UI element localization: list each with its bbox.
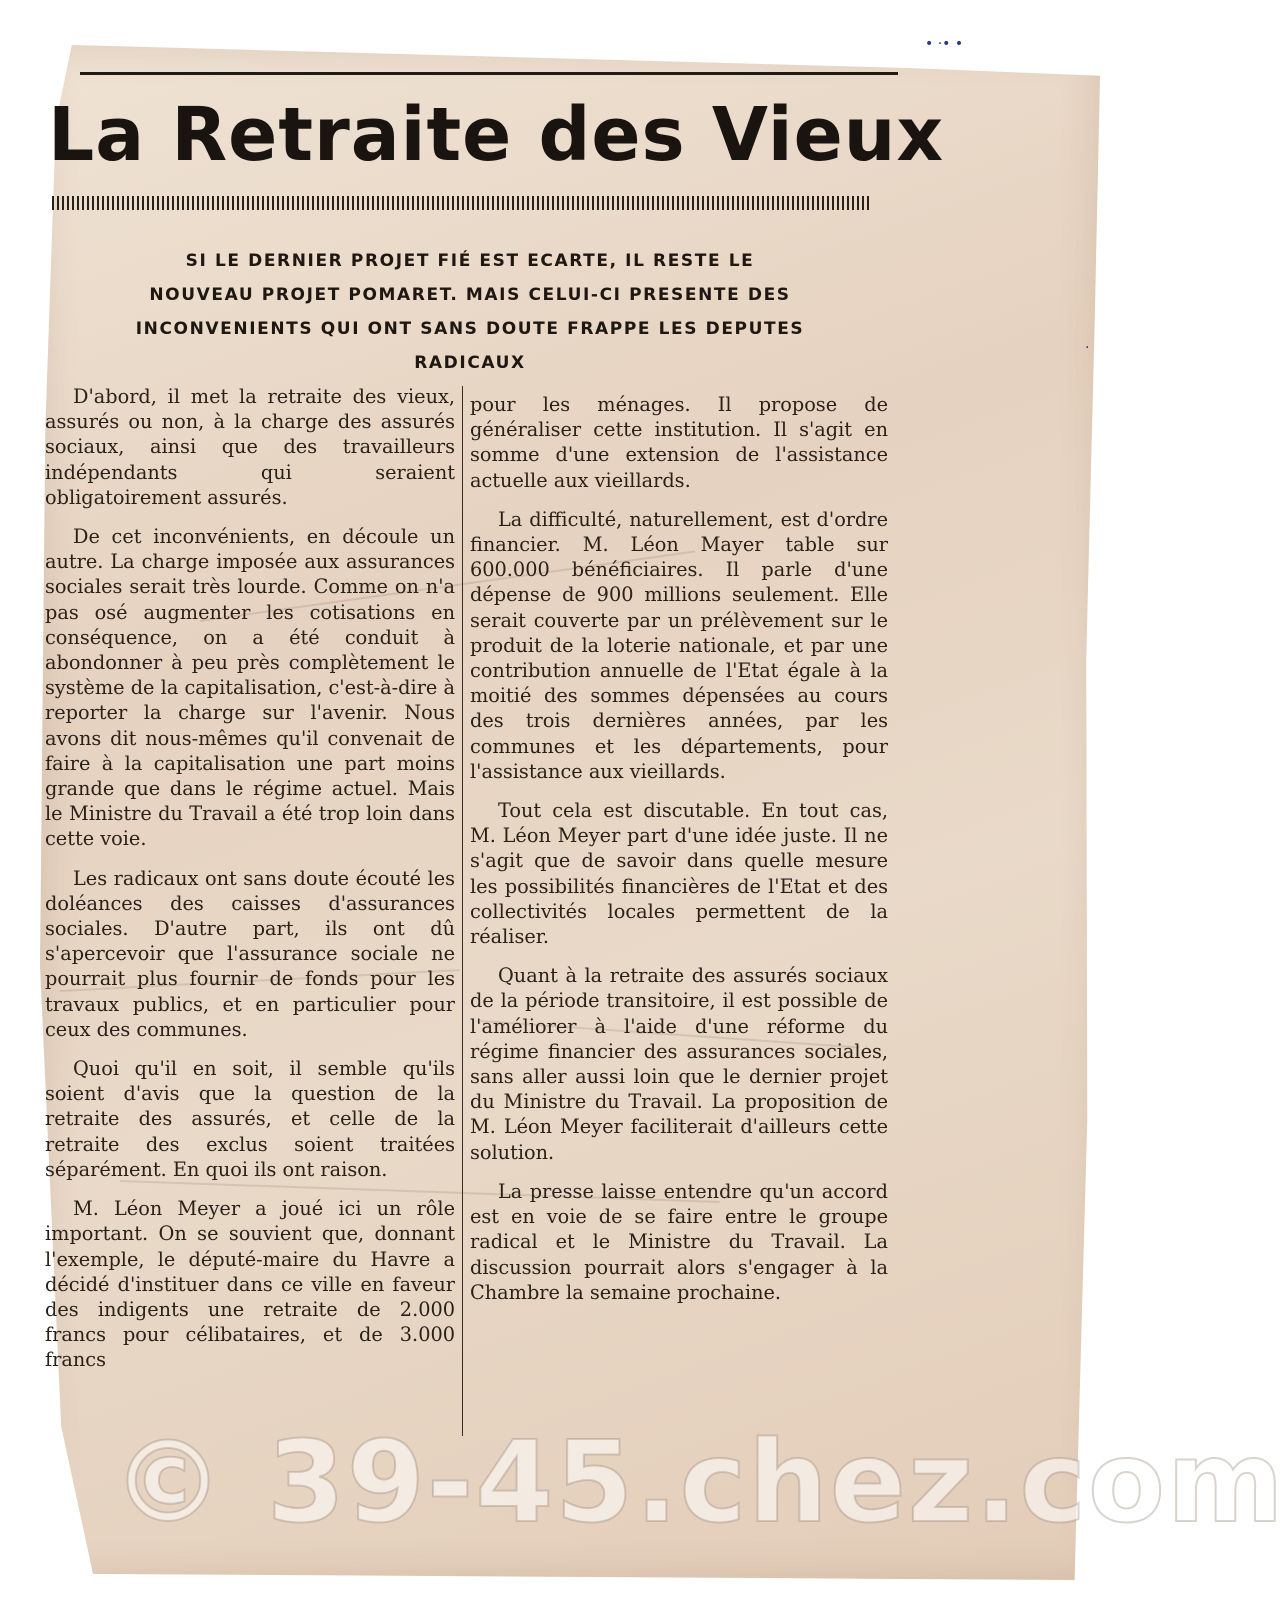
paragraph: M. Léon Meyer a joué ici un rôle important. On se souvient que, donnant l'exemple, le député-maire du Havre a décidé d'instituer dans ce ville en faveur des indigents une retraite de 2.000 francs pour célibataires, et de 3.000 francs xyxy=(45,1197,455,1372)
paragraph: Les radicaux ont sans doute écouté les doléances des caisses d'assurances sociales. D'autre part, ils ont dû s'apercevoir que l'assurance sociale ne pourrait plus fournir de fonds pour les travaux publics, et en particulier pour ceux des communes. xyxy=(45,866,455,1041)
paragraph: La difficulté, naturellement, est d'ordre financier. M. Léon Mayer table sur 600.000 bénéficiaires. Il parle d'une dépense de 900 millions seulement. Elle serait couverte par un prélèvement sur le produit de la loterie nationale, et par une contribution annuelle de l'Etat égale à la moitié des sommes dépensées au cours des trois dernières années, par les communes et les départements, pour l'assistance aux vieillards. xyxy=(470,507,888,783)
subheadline: SI LE DERNIER PROJET FIÉ EST ECARTE, IL RESTE LE NOUVEAU PROJET POMARET. MAIS CELUI-CI PRESENTE DES INCONVENIENTS QUI ONT SANS DOUTE FRAPPE LES DEPUTES RADICAUX xyxy=(135,251,805,373)
column-right xyxy=(470,392,888,1319)
ink-specks: · xyxy=(1085,340,1090,356)
paragraph: pour les ménages. Il propose de généraliser cette institution. Il s'agit en somme d'une extension de l'assistance actuelle aux vieillards. xyxy=(470,393,888,492)
ink-specks: • ·• • xyxy=(925,36,964,52)
headline: La Retraite des Vieux xyxy=(48,92,945,178)
hatched-divider xyxy=(52,196,872,210)
copyright-watermark: © 39-45.chez.com xyxy=(112,1418,1286,1548)
top-rule xyxy=(80,72,898,75)
paragraph: De cet inconvénients, en découle un autre. La charge imposée aux assurances sociales serait très lourde. Comme on n'a pas osé augmenter les cotisations en conséquence, on a été conduit à abondonner à peu près complètement le système de la capitalisation, c'est-à-dire à reporter la charge sur l'avenir. Nous avons dit nous-mêmes qu'il convenait de faire à la capitalisation une part moins grande que dans le régime actuel. Mais le Ministre du Travail a été trop loin dans cette voie. xyxy=(45,525,455,851)
paragraph: D'abord, il met la retraite des vieux, assurés ou non, à la charge des assurés sociaux, ainsi que des travailleurs indépendants qui seraient obligatoirement assurés. xyxy=(45,385,455,509)
column-divider xyxy=(462,386,463,1436)
paragraph: Quoi qu'il en soit, il semble qu'ils soient d'avis que la question de la retraite des assurés, et celle de la retraite des exclus soient traitées séparément. En quoi ils ont raison. xyxy=(45,1057,455,1181)
paragraph: Tout cela est discutable. En tout cas, M. Léon Meyer part d'une idée juste. Il ne s'agit que de savoir dans quelle mesure les possibilités financières de l'Etat et des collectivités locales permettent de la réaliser. xyxy=(470,799,888,949)
paragraph: Quant à la retraite des assurés sociaux de la période transitoire, il est possible de l'améliorer à l'aide d'une réforme du régime financier des assurances sociales, sans aller aussi loin que le dernier projet du Ministre du Travail. La proposition de M. Léon Meyer faciliterait d'ailleurs cette solution. xyxy=(470,964,888,1164)
column-left xyxy=(45,384,455,1387)
paragraph: La presse laisse entendre qu'un accord est en voie de se faire entre le groupe radical et le Ministre du Travail. La discussion pourrait alors s'engager à la Chambre la semaine prochaine. xyxy=(470,1179,888,1304)
